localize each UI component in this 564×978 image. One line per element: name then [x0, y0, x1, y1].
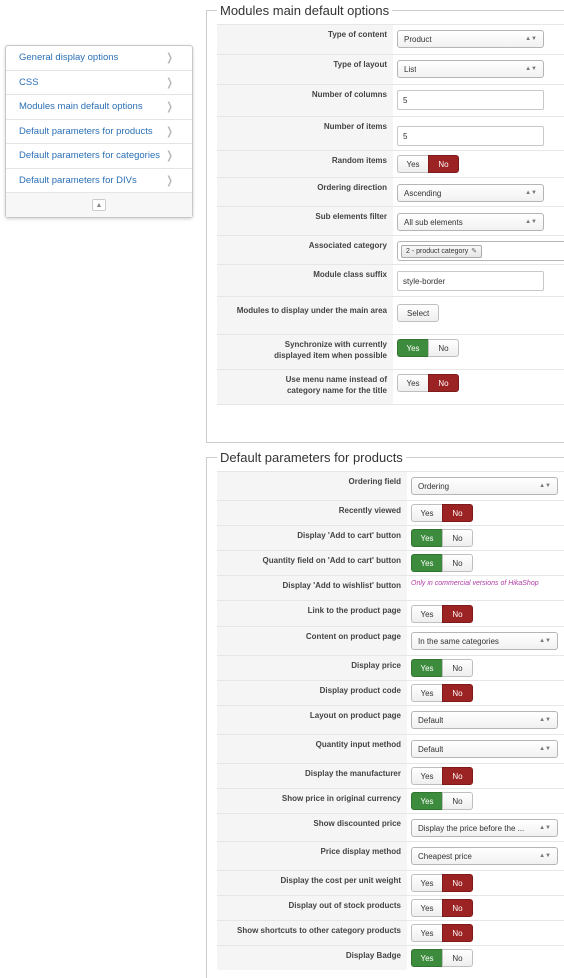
fieldset-legend: Default parameters for products	[217, 449, 406, 466]
no-button[interactable]: No	[442, 684, 473, 702]
row-label: Sub elements filter	[217, 207, 393, 235]
chevron-right-icon: ❯	[166, 101, 173, 114]
row-label: Layout on product page	[217, 706, 407, 734]
pencil-icon[interactable]: ✎	[471, 248, 478, 255]
no-button[interactable]: No	[442, 504, 473, 522]
row-label: Content on product page	[217, 627, 407, 655]
row-label: Synchronize with currently displayed item when possible	[217, 335, 393, 369]
row-use-menu-name	[217, 369, 564, 405]
commercial-version-note: Only in commercial versions of HikaShop	[411, 580, 539, 587]
nav-item-products[interactable]	[6, 120, 192, 145]
chevron-down-icon: ▲▼	[539, 638, 551, 644]
row-link-product	[217, 600, 564, 626]
row-label: Display the cost per unit weight	[217, 871, 407, 895]
row-associated-category	[217, 235, 564, 264]
nav-item-label: Default parameters for categories	[19, 150, 160, 162]
row-label: Ordering field	[217, 472, 407, 500]
row-label: Display price	[217, 656, 407, 680]
row-layout-product	[217, 705, 564, 734]
yes-button[interactable]: Yes	[411, 605, 442, 623]
quantity-method-select[interactable]: Default ▲▼	[411, 740, 558, 758]
nav-item-label: Default parameters for products	[19, 125, 153, 137]
row-label: Display product code	[217, 681, 407, 705]
type-of-layout-select[interactable]: List ▲▼	[397, 60, 544, 78]
row-discounted-price	[217, 813, 564, 841]
row-synchronize	[217, 334, 564, 369]
row-number-of-items	[217, 116, 564, 150]
row-label: Quantity field on 'Add to cart' button	[217, 551, 407, 575]
no-button[interactable]: No	[442, 529, 473, 547]
category-tag[interactable]: 2 - product category ✎	[401, 245, 482, 258]
row-label: Display Badge	[217, 946, 407, 970]
yes-button[interactable]: Yes	[411, 529, 442, 547]
module-class-suffix-input[interactable]: style-border	[397, 271, 544, 291]
select-button[interactable]: Select	[397, 304, 439, 322]
row-badge	[217, 945, 564, 970]
chevron-down-icon: ▲▼	[539, 746, 551, 752]
display-code-toggle	[411, 684, 473, 702]
no-button[interactable]: No	[442, 899, 473, 917]
type-of-content-select[interactable]: Product ▲▼	[397, 30, 544, 48]
ordering-field-select[interactable]: Ordering ▲▼	[411, 477, 558, 495]
discounted-price-select[interactable]: Display the price before the ... ▲▼	[411, 819, 558, 837]
chevron-down-icon: ▲▼	[539, 717, 551, 723]
row-label: Type of content	[217, 25, 393, 54]
options-nav	[5, 45, 193, 218]
no-button[interactable]: No	[442, 605, 473, 623]
row-content-product	[217, 626, 564, 655]
nav-item-label: Default parameters for DIVs	[19, 174, 137, 186]
chevron-down-icon: ▲▼	[525, 190, 537, 196]
yes-button[interactable]: Yes	[397, 339, 428, 357]
row-random-items	[217, 150, 564, 177]
row-label: Display 'Add to wishlist' button	[217, 576, 407, 600]
row-module-class-suffix	[217, 264, 564, 296]
row-shortcuts	[217, 920, 564, 945]
yes-button[interactable]: Yes	[411, 767, 442, 785]
row-quantity-method	[217, 734, 564, 763]
modules-main-fieldset	[206, 3, 564, 443]
chevron-down-icon: ▲▼	[539, 483, 551, 489]
row-sub-elements-filter	[217, 206, 564, 235]
no-button[interactable]: No	[442, 792, 473, 810]
chevron-right-icon: ❯	[166, 52, 173, 65]
chevron-down-icon: ▲▼	[525, 66, 537, 72]
no-button[interactable]: No	[442, 874, 473, 892]
row-modules-under-main	[217, 296, 564, 334]
row-label: Recently viewed	[217, 501, 407, 525]
row-ordering-direction	[217, 177, 564, 206]
row-label: Show discounted price	[217, 814, 407, 841]
row-original-currency	[217, 788, 564, 813]
row-out-of-stock	[217, 895, 564, 920]
row-label: Random items	[217, 151, 393, 177]
layout-product-select[interactable]: Default ▲▼	[411, 711, 558, 729]
display-price-toggle	[411, 659, 473, 677]
yes-button[interactable]: Yes	[397, 374, 428, 392]
chevron-down-icon: ▲▼	[525, 219, 537, 225]
yes-button[interactable]: Yes	[411, 684, 442, 702]
cost-per-unit-toggle	[411, 874, 473, 892]
yes-button[interactable]: Yes	[411, 504, 442, 522]
link-product-toggle	[411, 605, 473, 623]
ordering-direction-select[interactable]: Ascending ▲▼	[397, 184, 544, 202]
row-label: Use menu name instead of category name for the title	[217, 370, 393, 404]
price-method-select[interactable]: Cheapest price ▲▼	[411, 847, 558, 865]
chevron-down-icon: ▲▼	[525, 36, 537, 42]
row-ordering-field	[217, 471, 564, 500]
row-quantity-field	[217, 550, 564, 575]
associated-category-field[interactable]	[397, 241, 564, 261]
nav-item-label: Modules main default options	[19, 101, 143, 113]
number-of-columns-input[interactable]: 5	[397, 90, 544, 110]
nav-item-label: CSS	[19, 76, 39, 88]
row-label: Module class suffix	[217, 265, 393, 296]
row-label: Number of columns	[217, 85, 393, 116]
row-manufacturer	[217, 763, 564, 788]
no-button[interactable]: No	[442, 924, 473, 942]
nav-item-categories[interactable]	[6, 144, 192, 169]
manufacturer-toggle	[411, 767, 473, 785]
collapse-up-icon[interactable]: ▲	[92, 199, 106, 211]
chevron-right-icon: ❯	[166, 174, 173, 187]
yes-button[interactable]: Yes	[411, 659, 442, 677]
no-button[interactable]: No	[428, 155, 459, 173]
row-label: Show shortcuts to other category products	[217, 921, 407, 945]
row-label: Display 'Add to cart' button	[217, 526, 407, 550]
no-button[interactable]: No	[442, 554, 473, 572]
row-add-to-cart	[217, 525, 564, 550]
chevron-right-icon: ❯	[166, 125, 173, 138]
yes-button[interactable]: Yes	[411, 874, 442, 892]
original-currency-toggle	[411, 792, 473, 810]
sub-elements-filter-select[interactable]: All sub elements ▲▼	[397, 213, 544, 231]
nav-item-modules-main[interactable]	[6, 95, 192, 120]
row-recently-viewed	[217, 500, 564, 525]
row-type-of-content	[217, 24, 564, 54]
out-of-stock-toggle	[411, 899, 473, 917]
badge-toggle	[411, 949, 473, 967]
nav-item-divs[interactable]	[6, 169, 192, 194]
nav-item-css[interactable]	[6, 71, 192, 96]
row-label: Associated category	[217, 236, 393, 264]
yes-button[interactable]: Yes	[397, 155, 428, 173]
row-wishlist	[217, 575, 564, 600]
no-button[interactable]: No	[442, 949, 473, 967]
row-display-price	[217, 655, 564, 680]
products-fieldset	[206, 450, 564, 978]
row-label: Number of items	[217, 117, 393, 150]
yes-button[interactable]: Yes	[411, 554, 442, 572]
nav-footer	[6, 193, 192, 217]
chevron-down-icon: ▲▼	[539, 825, 551, 831]
yes-button[interactable]: Yes	[411, 792, 442, 810]
chevron-down-icon: ▲▼	[539, 853, 551, 859]
row-label: Link to the product page	[217, 601, 407, 626]
row-label: Type of layout	[217, 55, 393, 84]
chevron-right-icon: ❯	[166, 150, 173, 163]
yes-button[interactable]: Yes	[411, 924, 442, 942]
recently-viewed-toggle	[411, 504, 473, 522]
row-label: Ordering direction	[217, 178, 393, 206]
nav-item-general-display[interactable]	[6, 46, 192, 71]
nav-item-label: General display options	[19, 52, 119, 64]
row-label: Show price in original currency	[217, 789, 407, 813]
row-display-code	[217, 680, 564, 705]
row-type-of-layout	[217, 54, 564, 84]
row-label: Quantity input method	[217, 735, 407, 763]
row-label: Modules to display under the main area	[217, 297, 393, 334]
no-button[interactable]: No	[442, 767, 473, 785]
random-items-toggle	[397, 155, 459, 173]
yes-button[interactable]: Yes	[411, 899, 442, 917]
no-button[interactable]: No	[442, 659, 473, 677]
row-label: Display the manufacturer	[217, 764, 407, 788]
row-label: Display out of stock products	[217, 896, 407, 920]
no-button[interactable]: No	[428, 374, 459, 392]
row-price-method	[217, 841, 564, 870]
number-of-items-input[interactable]: 5	[397, 126, 544, 146]
synchronize-toggle	[397, 339, 459, 357]
quantity-field-toggle	[411, 554, 473, 572]
row-cost-per-unit	[217, 870, 564, 895]
yes-button[interactable]: Yes	[411, 949, 442, 967]
content-product-select[interactable]: In the same categories ▲▼	[411, 632, 558, 650]
chevron-right-icon: ❯	[166, 76, 173, 89]
use-menu-name-toggle	[397, 374, 459, 392]
no-button[interactable]: No	[428, 339, 459, 357]
add-to-cart-toggle	[411, 529, 473, 547]
fieldset-legend: Modules main default options	[217, 2, 392, 19]
row-number-of-columns	[217, 84, 564, 116]
shortcuts-toggle	[411, 924, 473, 942]
row-label: Price display method	[217, 842, 407, 870]
